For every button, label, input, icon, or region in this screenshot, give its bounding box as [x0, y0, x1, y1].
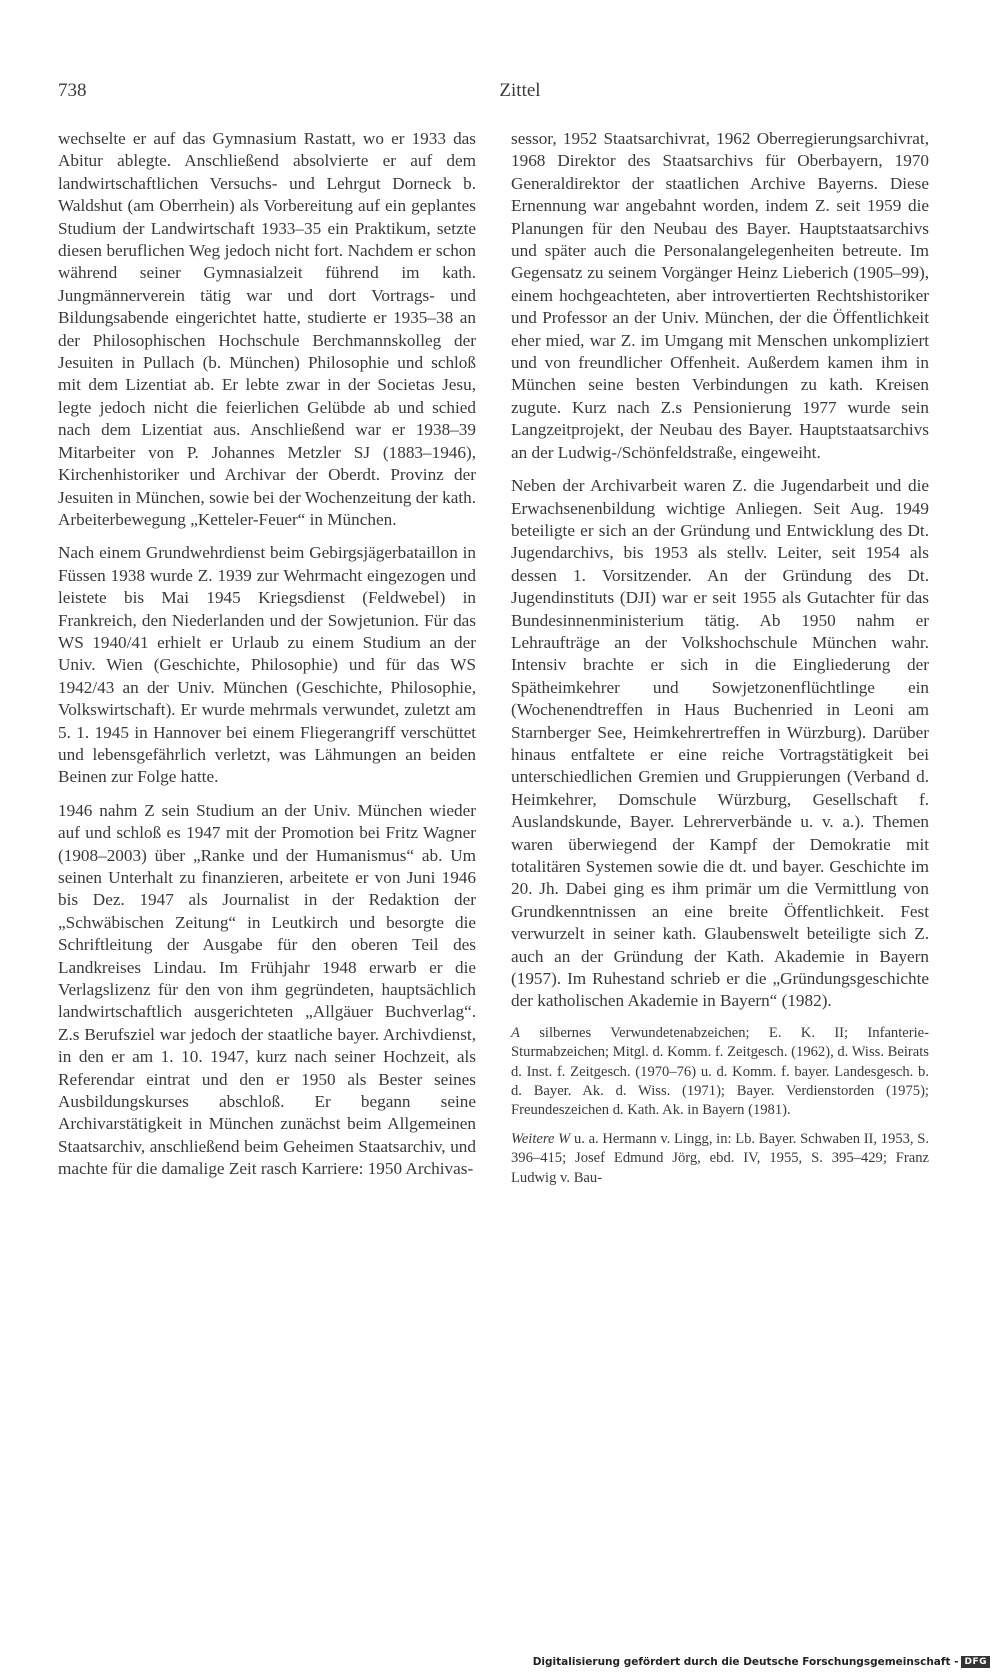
- paragraph: wechselte er auf das Gymnasium Rastatt, wo er 1933 das Abitur ablegte. Anschließend absolvierte er auf dem landwirtschaftlichen Versuchs- und Lehrgut Dorneck b. Waldshut (am Oberrhein) als Vorbereitung auf ein geplantes Studium der Landwirtschaft 1933–35 ein Praktikum, setzte diesen beruflichen Weg jedoch nicht fort. Nachdem er schon während seiner Gymnasialzeit führend im kath. Jungmännerverein tätig war und dort Vortrags- und Bildungsabende eingerichtet hatte, studierte er 1935–38 an der Philosophischen Hochschule Berchmannskolleg der Jesuiten in Pullach (b. München) Philosophie und schloß mit dem Lizentiat ab. Er lebte zwar in der Societas Jesu, legte jedoch nicht die feierlichen Gelübde ab und schied nach dem Lizentiat aus. Anschließend war er 1938–39 Mitarbeiter von P. Johannes Metzler SJ (1883–1946), Kirchenhistoriker und Archivar der Oberdt. Provinz der Jesuiten in München, sowie bei der Wochenzeitung der kath. Arbeiterbewegung „Ketteler-Feuer“ in München.: [58, 129, 476, 529]
- footer-credit: [533, 1656, 990, 1668]
- left-column: [58, 128, 476, 1192]
- right-column: [511, 128, 929, 1197]
- page-number: 738: [58, 80, 87, 101]
- note-text: silbernes Verwundetenabzeichen; E. K. II; Infanterie-Sturmabzeichen; Mitgl. d. Komm. f. Zeitgesch. (1962), d. Wiss. Beirats d. Inst. f. Zeitgesch. (1970–76) u. d. Komm. f. bayer. Landesgesch. b. d. Bayer. Ak. d. Wiss. (1971); Bayer. Verdienstorden (1975); Freundeszeichen d. Kath. Ak. in Bayern (1981).: [511, 1024, 929, 1119]
- paragraph: Nach einem Grundwehrdienst beim Gebirgsjägerbataillon in Füssen 1938 wurde Z. 1939 zur Wehrmacht eingezogen und leistete bis Mai 1945 Kriegsdienst (Feldwebel) in Frankreich, den Niederlanden und der Sowjetunion. Für das WS 1940/41 erhielt er Urlaub zu einem Studium an der Univ. Wien (Geschichte, Philosophie) und für das WS 1942/43 an der Univ. München (Geschichte, Philosophie, Volkswirtschaft). Er wurde mehrmals verwundet, zuletzt am 5. 1. 1945 in Hannover bei einem Fliegerangriff verschüttet und lebensgefährlich verletzt, was Lähmungen an beiden Beinen zur Folge hatte.: [58, 543, 476, 787]
- note-label: Weitere W: [511, 1130, 571, 1147]
- paragraph: sessor, 1952 Staatsarchivrat, 1962 Oberregierungsarchivrat, 1968 Direktor des Staatsarchivs für Oberbayern, 1970 Generaldirektor der staatlichen Archive Bayerns. Diese Ernennung war angebahnt worden, indem Z. seit 1959 die Planungen für den Neubau des Bayer. Hauptstaatsarchivs und später auch die Personalangelegenheiten betreute. Im Gegensatz zu seinem Vorgänger Heinz Lieberich (1905–99), einem hochgeachteten, aber introvertierten Rechtshistoriker und Professor an der Univ. München, der die Öffentlichkeit eher mied, war Z. im Umgang mit Menschen unkompliziert und von freundlicher Offenheit. Außerdem kamen ihm in München seine besten Verbindungen zu kath. Kreisen zugute. Kurz nach Z.s Pensionierung 1977 wurde sein Langzeitprojekt, der Neubau des Bayer. Hauptstaatsarchivs an der Ludwig-/Schönfeldstraße, eingeweiht.: [511, 129, 929, 462]
- awards-note: [511, 1024, 929, 1121]
- works-note: [511, 1130, 929, 1188]
- paragraph: 1946 nahm Z sein Studium an der Univ. München wieder auf und schloß es 1947 mit der Promotion bei Fritz Wagner (1908–2003) über „Ranke und der Humanismus“ ab. Um seinen Unterhalt zu finanzieren, arbeitete er von Juni 1946 bis Dez. 1947 als Journalist in der Redaktion der „Schwäbischen Zeitung“ in Leutkirch und besorgte die Schriftleitung der Ausgabe für den oberen Teil des Landkreises Lindau. Im Frühjahr 1948 erwarb er die Verlagslizenz für den von ihm gegründeten, hauptsächlich landwirtschaftlich ausgerichteten „Allgäuer Buchverlag“. Z.s Berufsziel war jedoch der staatliche bayer. Archivdienst, in den er am 1. 10. 1947, kurz nach seiner Hochzeit, als Referendar eintrat und den er 1950 als Bester seines Ausbildungskurses abschloß. Er begann seine Archivarstätigkeit in München zunächst beim Allgemeinen Staatsarchiv, anschließend beim Geheimen Staatsarchiv, und machte für die damalige Zeit rasch Karriere: 1950 Archivas-: [58, 800, 476, 1179]
- footer-text: Digitalisierung gefördert durch die Deutsche Forschungsgemeinschaft -: [532, 1656, 959, 1668]
- running-head: Zittel: [499, 80, 541, 101]
- paragraph: Neben der Archivarbeit waren Z. die Jugendarbeit und die Erwachsenenbildung wichtige Anliegen. Seit Aug. 1949 beteiligte er sich an der Gründung und Entwicklung des Dt. Jugendarchivs, bis 1953 als stellv. Leiter, seit 1954 als dessen 1. Vorsitzender. An der Gründung des Dt. Jugendinstituts (DJI) war er seit 1955 als Gutachter für das Bundesinnenministerium tätig. Ab 1950 nahm er Lehraufträge an der Volkshochschule München wahr. Intensiv brachte er sich in die Eingliederung der Spätheimkehrer und Sowjetzonenflüchtlinge ein (Wochenendtreffen in Haus Buchenried in Leoni am Starnberger See, Heimkehrertreffen in Würzburg). Darüber hinaus entfaltete er eine reiche Vortragstätigkeit bei unterschiedlichen Gremien und Gruppierungen (Verband d. Heimkehrer, Domschule Würzburg, Gesellschaft f. Auslandskunde, Bayer. Lehrerverbände u. v. a.). Themen waren überwiegend der Kampf der Demokratie mit totalitären Systemen sowie die dt. und bayer. Geschichte im 20. Jh. Dabei ging es ihm primär um die Vermittlung von Grundkenntnissen an eine breite Öffentlichkeit. Fest verwurzelt in seiner kath. Glaubenswelt beteiligte sich Z. auch an der Gründung der Kath. Akademie in Bayern (1957). Im Ruhestand schrieb er die „Gründungsgeschichte der katholischen Akademie in Bayern“ (1982).: [511, 476, 929, 1011]
- note-label: A: [511, 1024, 520, 1041]
- note-text: u. a. Hermann v. Lingg, in: Lb. Bayer. Schwaben II, 1953, S. 396–415; Josef Edmund Jörg, ebd. IV, 1955, S. 395–429; Franz Ludwig v. Bau-: [511, 1130, 929, 1186]
- dfg-logo-icon: DFG: [961, 1656, 990, 1668]
